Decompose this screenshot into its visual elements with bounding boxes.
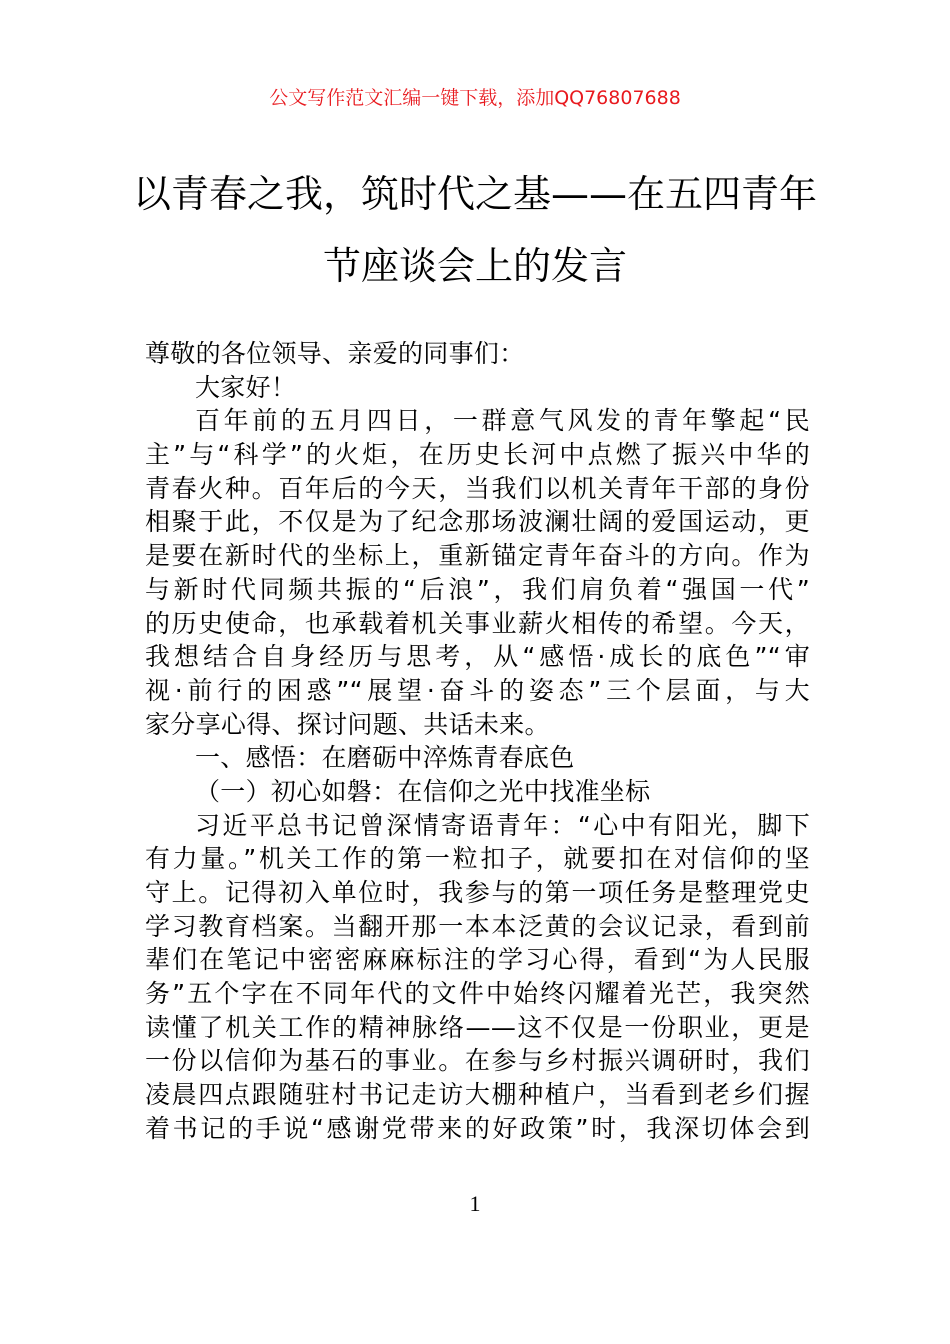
- subsection-heading: （一）初心如磐：在信仰之光中找准坐标: [195, 776, 651, 806]
- paragraph-line: 百年前的五月四日，一群意气风发的青年擎起“民: [195, 406, 810, 436]
- paragraph-line: 主”与“科学”的火炬，在历史长河中点燃了振兴中华的: [145, 440, 810, 470]
- paragraph-line: 学习教育档案。当翻开那一本本泛黄的会议记录，看到前: [145, 911, 810, 941]
- paragraph-line: 务”五个字在不同年代的文件中始终闪耀着光芒，我突然: [145, 979, 810, 1009]
- paragraph-line: 相聚于此，不仅是为了纪念那场波澜壮阔的爱国运动，更: [145, 507, 810, 537]
- paragraph-line: 守上。记得初入单位时，我参与的第一项任务是整理党史: [145, 878, 810, 907]
- paragraph-line: 我想结合自身经历与思考，从“感悟·成长的底色”“审: [145, 642, 810, 672]
- watermark-banner: 公文写作范文汇编一键下载，添加QQ76807688: [269, 87, 681, 109]
- paragraph-line: 习近平总书记曾深情寄语青年：“心中有阳光，脚下: [195, 810, 810, 840]
- paragraph-line: 家分享心得、探讨问题、共话未来。: [145, 709, 550, 739]
- paragraph-line: 视·前行的困惑”“展望·奋斗的姿态”三个层面，与大: [145, 675, 810, 705]
- paragraph-line: 与新时代同频共振的“后浪”，我们肩负着“强国一代”: [145, 574, 810, 604]
- paragraph-line: 的历史使命，也承载着机关事业薪火相传的希望。今天，: [145, 608, 810, 638]
- section-heading: 一、感悟：在磨砺中淬炼青春底色: [195, 743, 575, 773]
- page-number: 1: [469, 1191, 481, 1216]
- salutation: 尊敬的各位领导、亲爱的同事们：: [145, 339, 525, 368]
- paragraph-line: 有力量。”机关工作的第一粒扣子，就要扣在对信仰的坚: [145, 844, 810, 874]
- paragraph-line: 凌晨四点跟随驻村书记走访大棚种植户，当看到老乡们握: [145, 1080, 810, 1110]
- document-body: [145, 337, 810, 1146]
- paragraph-line: 辈们在笔记中密密麻麻标注的学习心得，看到“为人民服: [145, 945, 810, 975]
- paragraph-line: 读懂了机关工作的精神脉络——这不仅是一份职业，更是: [145, 1012, 810, 1042]
- paragraph-line: 是要在新时代的坐标上，重新锚定青年奋斗的方向。作为: [145, 541, 810, 571]
- paragraph-line: 着书记的手说“感谢党带来的好政策”时，我深切体会到: [145, 1113, 810, 1143]
- document-title-line-1: 以青春之我，筑时代之基——在五四青年: [132, 172, 817, 216]
- greeting: 大家好！: [195, 372, 297, 402]
- document-title-line-2: 节座谈会上的发言: [322, 244, 627, 288]
- paragraph-line: 青春火种。百年后的今天，当我们以机关青年干部的身份: [145, 473, 810, 503]
- paragraph-line: 一份以信仰为基石的事业。在参与乡村振兴调研时，我们: [145, 1046, 810, 1076]
